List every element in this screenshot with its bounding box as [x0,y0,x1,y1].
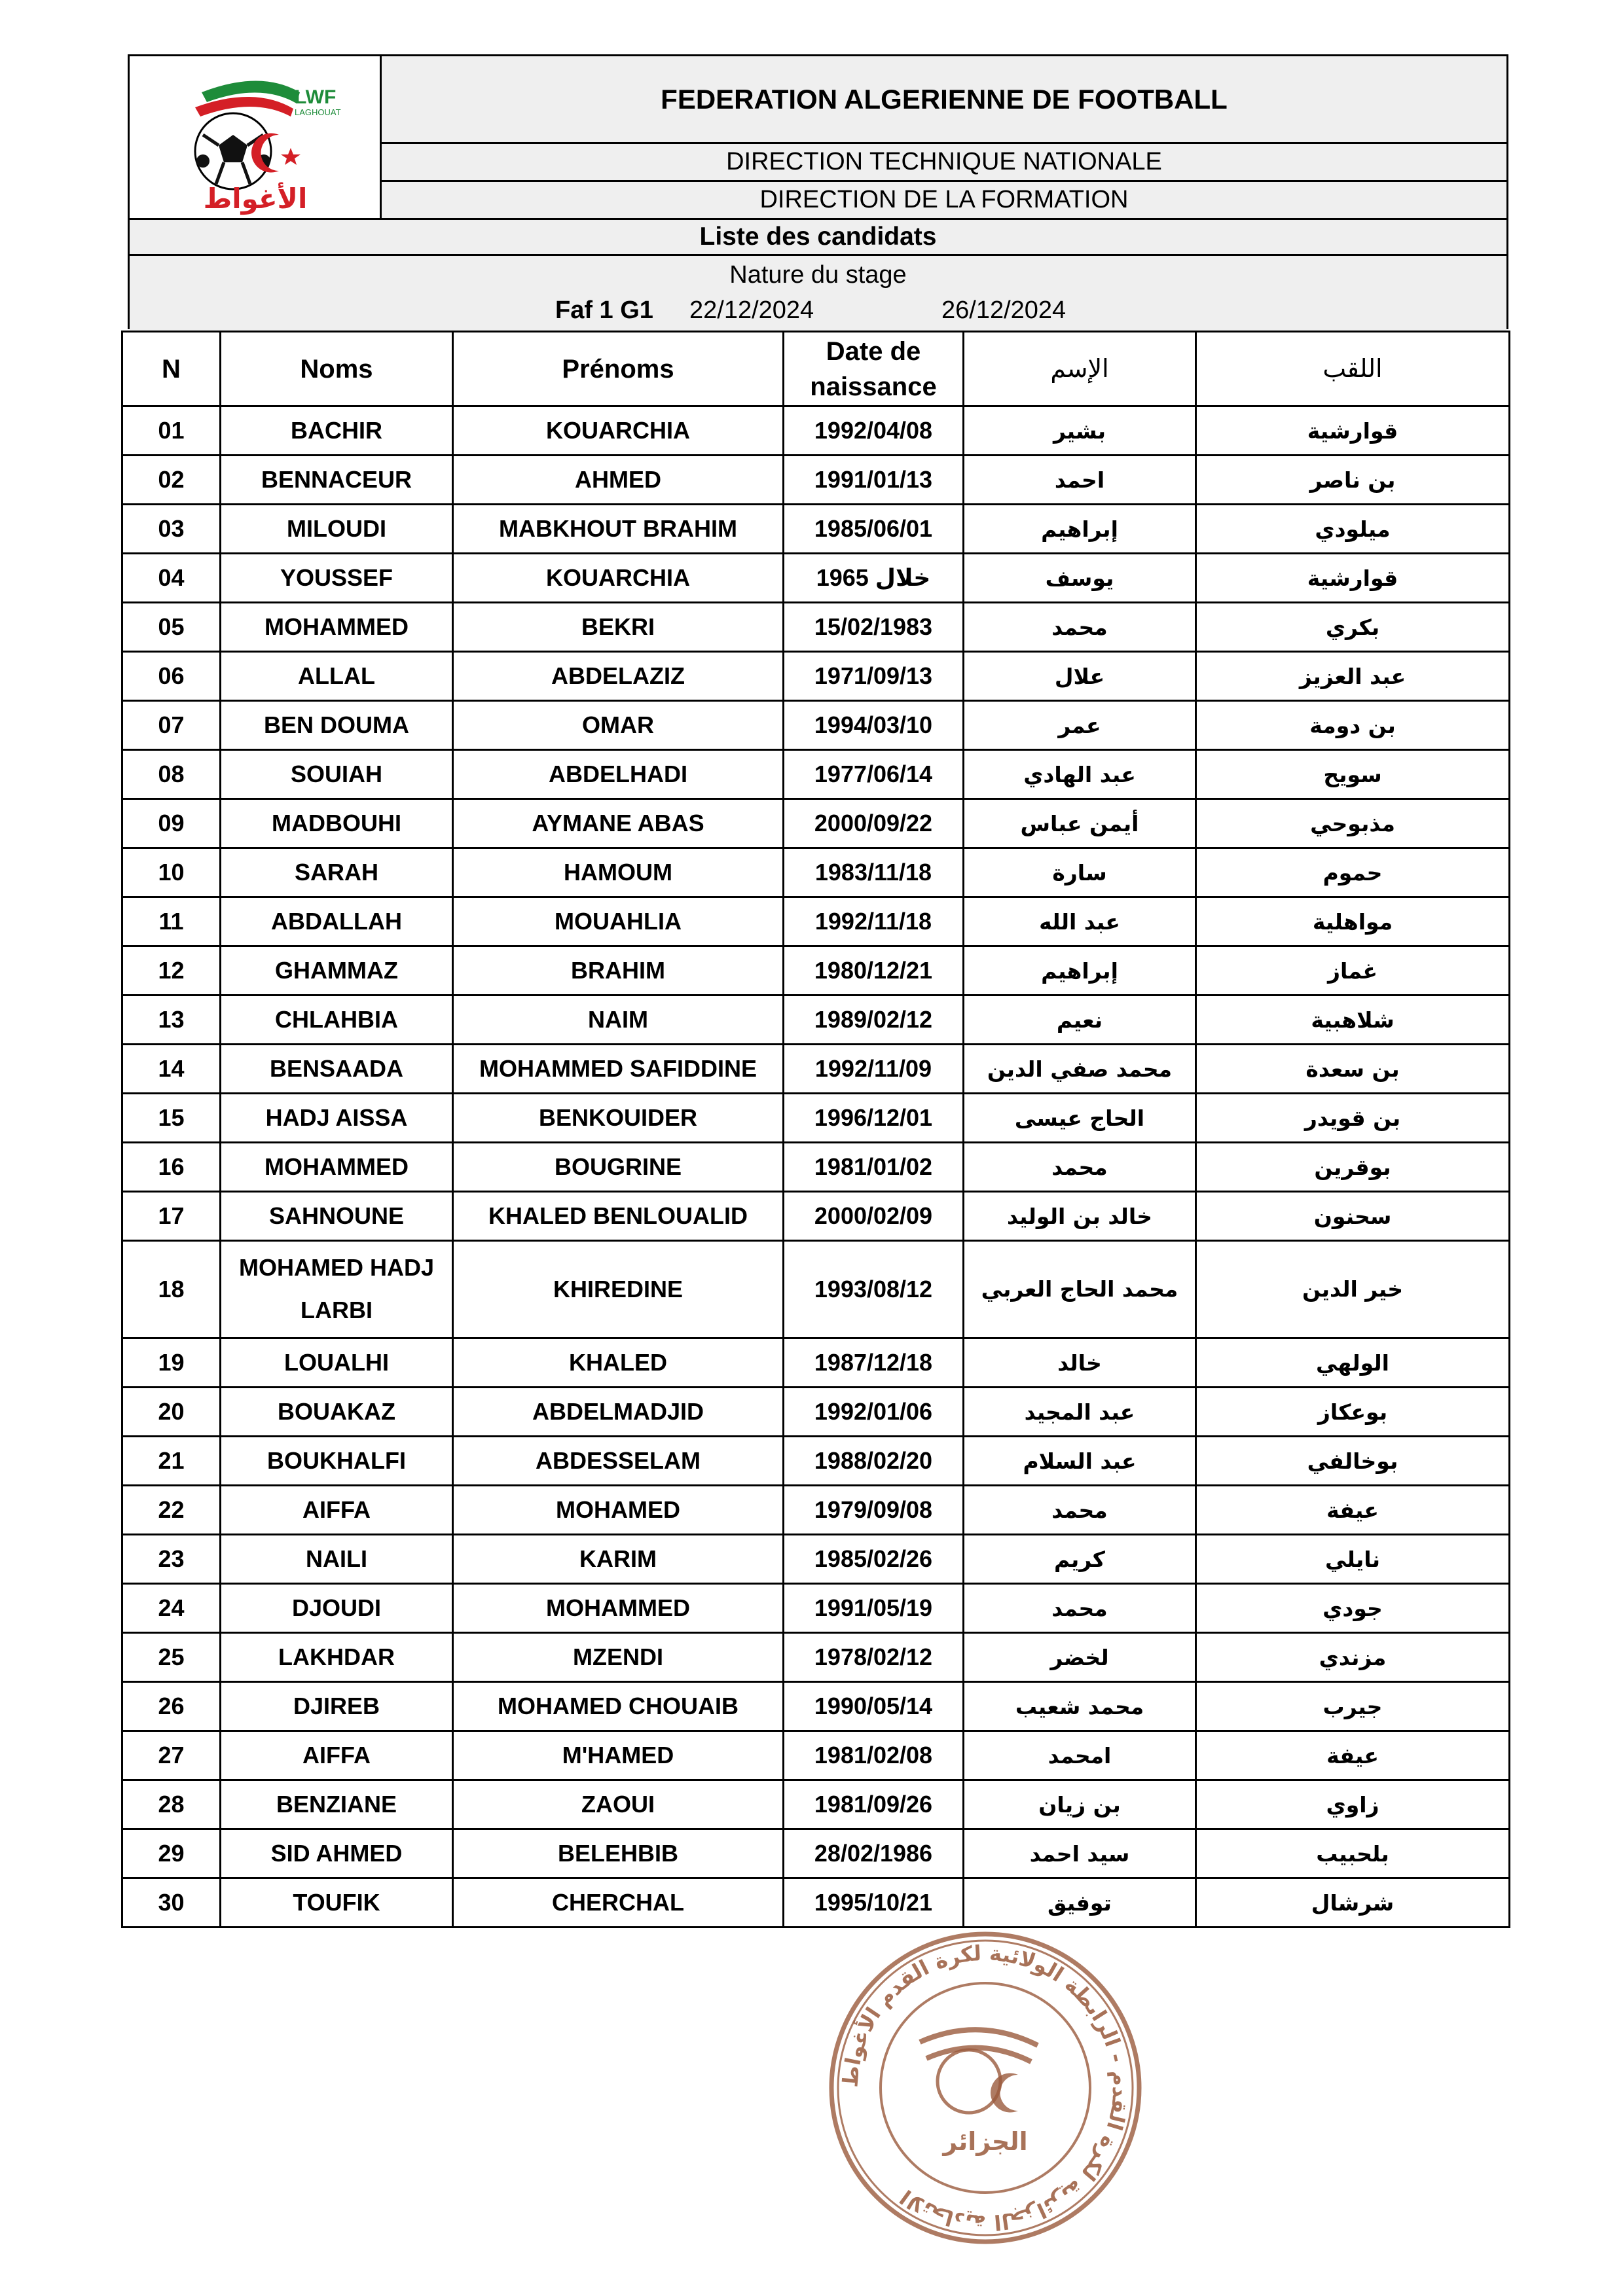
cell-n: 26 [122,1682,221,1731]
lwf-laghouat-logo [130,56,382,218]
cell-prenom: OMAR [453,701,784,750]
cell-date: 1995/10/21 [784,1878,964,1928]
cell-date: 1971/09/13 [784,652,964,701]
cell-prenom-ar: خالد [964,1338,1196,1388]
cell-nom-ar: بلحبيب [1196,1829,1510,1878]
cell-n: 16 [122,1143,221,1192]
cell-prenom-ar: سارة [964,848,1196,897]
cell-n: 14 [122,1045,221,1094]
cell-n: 27 [122,1731,221,1780]
cell-date: 15/02/1983 [784,603,964,652]
cell-nom: BOUKHALFI [221,1437,453,1486]
cell-nom-ar: بوخالفي [1196,1437,1510,1486]
stage-info [130,256,1506,331]
cell-date: خلال 1965 [784,554,964,603]
cell-nom: MADBOUHI [221,799,453,848]
table-row [122,1682,1510,1731]
table-row [122,1584,1510,1633]
cell-prenom: BRAHIM [453,946,784,996]
logo-cell [130,56,382,218]
table-row [122,456,1510,505]
cell-prenom: MOHAMMED SAFIDDINE [453,1045,784,1094]
cell-nom: SAHNOUNE [221,1192,453,1241]
cell-nom: BENNACEUR [221,456,453,505]
cell-prenom-ar: الحاج عيسى [964,1094,1196,1143]
column-header-n: N [122,332,221,406]
cell-nom: LAKHDAR [221,1633,453,1682]
table-row [122,1829,1510,1878]
cell-n: 25 [122,1633,221,1682]
cell-nom-ar: عيفة [1196,1731,1510,1780]
candidates-table [121,331,1510,1928]
cell-n: 15 [122,1094,221,1143]
cell-n: 29 [122,1829,221,1878]
cell-nom: LOUALHI [221,1338,453,1388]
table-row [122,406,1510,456]
cell-nom-ar: خير الدين [1196,1241,1510,1338]
cell-prenom: MOHAMED CHOUAIB [453,1682,784,1731]
cell-date: 1987/12/18 [784,1338,964,1388]
cell-prenom-ar: خالد بن الوليد [964,1192,1196,1241]
direction-technique: DIRECTION TECHNIQUE NATIONALE [382,144,1506,182]
cell-date: 1979/09/08 [784,1486,964,1535]
cell-nom: AIFFA [221,1486,453,1535]
cell-nom-ar: بن قويدر [1196,1094,1510,1143]
cell-date: 1994/03/10 [784,701,964,750]
cell-date: 1988/02/20 [784,1437,964,1486]
cell-date: 2000/09/22 [784,799,964,848]
cell-n: 03 [122,505,221,554]
cell-nom: BOUAKAZ [221,1388,453,1437]
cell-date: 1978/02/12 [784,1633,964,1682]
stage-end-date: 26/12/2024 [941,296,1067,324]
cell-nom: SARAH [221,848,453,897]
cell-nom-ar: عبد العزيز [1196,652,1510,701]
cell-nom-ar: سويح [1196,750,1510,799]
cell-prenom-ar: عبد السلام [964,1437,1196,1486]
cell-n: 21 [122,1437,221,1486]
table-row [122,701,1510,750]
cell-prenom: BEKRI [453,603,784,652]
cell-date: 1996/12/01 [784,1094,964,1143]
cell-prenom: BENKOUIDER [453,1094,784,1143]
cell-prenom: AYMANE ABAS [453,799,784,848]
cell-nom-ar: بوقرين [1196,1143,1510,1192]
cell-n: 04 [122,554,221,603]
cell-date: 1992/04/08 [784,406,964,456]
cell-date: 1981/02/08 [784,1731,964,1780]
table-row [122,1535,1510,1584]
cell-nom-ar: الولهي [1196,1338,1510,1388]
cell-date: 28/02/1986 [784,1829,964,1878]
cell-n: 23 [122,1535,221,1584]
cell-date: 1985/02/26 [784,1535,964,1584]
cell-n: 11 [122,897,221,946]
table-row [122,897,1510,946]
cell-nom: MILOUDI [221,505,453,554]
cell-prenom: KARIM [453,1535,784,1584]
cell-n: 30 [122,1878,221,1928]
table-row [122,1633,1510,1682]
stamp-center-text: الجزائر [943,2127,1028,2156]
table-header-row [122,332,1510,406]
cell-date: 2000/02/09 [784,1192,964,1241]
cell-nom: HADJ AISSA [221,1094,453,1143]
cell-prenom-ar: كريم [964,1535,1196,1584]
cell-date: 1981/09/26 [784,1780,964,1829]
cell-prenom: KHALED [453,1338,784,1388]
column-header-prenom-ar: الإسم [964,332,1196,406]
cell-nom-ar: قوارشية [1196,406,1510,456]
cell-prenom-ar: يوسف [964,554,1196,603]
cell-nom: MOHAMMED [221,1143,453,1192]
cell-date: 1983/11/18 [784,848,964,897]
table-row [122,603,1510,652]
cell-nom: NAILI [221,1535,453,1584]
cell-nom: YOUSSEF [221,554,453,603]
cell-prenom: MABKHOUT BRAHIM [453,505,784,554]
cell-prenom-ar: لخضر [964,1633,1196,1682]
column-header-date-line2: naissance [810,372,937,401]
cell-nom: MOHAMMED [221,603,453,652]
cell-prenom-ar: محمد صفي الدين [964,1045,1196,1094]
table-row [122,946,1510,996]
cell-date: 1993/08/12 [784,1241,964,1338]
cell-prenom-ar: إبراهيم [964,505,1196,554]
direction-formation: DIRECTION DE LA FORMATION [382,182,1506,218]
cell-prenom: BOUGRINE [453,1143,784,1192]
cell-prenom: KHALED BENLOUALID [453,1192,784,1241]
cell-nom: SOUIAH [221,750,453,799]
column-header-prenoms: Prénoms [453,332,784,406]
table-body [122,406,1510,1928]
table-row [122,1241,1510,1338]
cell-prenom-ar: احمد [964,456,1196,505]
cell-nom-ar: بوعكاز [1196,1388,1510,1437]
stage-start-date: 22/12/2024 [689,296,814,324]
cell-n: 09 [122,799,221,848]
cell-n: 08 [122,750,221,799]
table-row [122,996,1510,1045]
cell-prenom-ar: نعيم [964,996,1196,1045]
table-row [122,652,1510,701]
cell-prenom: ABDELMADJID [453,1388,784,1437]
table-row [122,1731,1510,1780]
cell-prenom: ABDELAZIZ [453,652,784,701]
cell-date: 1977/06/14 [784,750,964,799]
cell-nom-ar: حموم [1196,848,1510,897]
cell-nom: DJOUDI [221,1584,453,1633]
stage-nature-label: Nature du stage [729,261,907,289]
cell-nom-ar: شرشال [1196,1878,1510,1928]
cell-prenom: HAMOUM [453,848,784,897]
cell-prenom: MZENDI [453,1633,784,1682]
cell-prenom-ar: عبد الهادي [964,750,1196,799]
cell-prenom-ar: محمد [964,1143,1196,1192]
cell-prenom: AHMED [453,456,784,505]
cell-prenom-ar: توفيق [964,1878,1196,1928]
logo-laghouat-text: LAGHOUAT [295,107,341,117]
logo-arabic-text: الأغواط [203,183,308,215]
cell-nom-ar: مزندي [1196,1633,1510,1682]
list-title: Liste des candidats [130,218,1506,256]
cell-nom: BACHIR [221,406,453,456]
cell-prenom: KOUARCHIA [453,406,784,456]
cell-n: 12 [122,946,221,996]
column-header-noms: Noms [221,332,453,406]
cell-nom-ar: قوارشية [1196,554,1510,603]
cell-n: 10 [122,848,221,897]
cell-nom-ar: بن سعدة [1196,1045,1510,1094]
cell-prenom-ar: سيد احمد [964,1829,1196,1878]
cell-prenom: MOUAHLIA [453,897,784,946]
cell-prenom: CHERCHAL [453,1878,784,1928]
cell-prenom-ar: محمد [964,603,1196,652]
cell-prenom-ar: عمر [964,701,1196,750]
cell-prenom-ar: عبد الله [964,897,1196,946]
cell-date: 1989/02/12 [784,996,964,1045]
cell-n: 22 [122,1486,221,1535]
cell-n: 07 [122,701,221,750]
cell-nom: GHAMMAZ [221,946,453,996]
cell-nom: BENSAADA [221,1045,453,1094]
cell-date: 1981/01/02 [784,1143,964,1192]
cell-n: 13 [122,996,221,1045]
cell-prenom-ar: إبراهيم [964,946,1196,996]
table-row [122,1045,1510,1094]
cell-prenom-ar: محمد [964,1486,1196,1535]
cell-prenom: BELEHBIB [453,1829,784,1878]
column-header-nom-ar: اللقب [1196,332,1510,406]
cell-prenom-ar: علال [964,652,1196,701]
table-row [122,505,1510,554]
cell-n: 20 [122,1388,221,1437]
cell-nom: BEN DOUMA [221,701,453,750]
official-stamp [822,1924,1149,2251]
cell-prenom: MOHAMED [453,1486,784,1535]
column-header-date-line1: Date de [826,336,921,366]
cell-nom-ar: شلاهبية [1196,996,1510,1045]
cell-prenom-ar: بن زيان [964,1780,1196,1829]
cell-nom-ar: نايلي [1196,1535,1510,1584]
cell-nom: BENZIANE [221,1780,453,1829]
cell-nom-ar: ميلودي [1196,505,1510,554]
document-header [128,54,1508,329]
stage-code: Faf 1 G1 [555,296,653,324]
cell-prenom-ar: أيمن عباس [964,799,1196,848]
cell-nom: TOUFIK [221,1878,453,1928]
cell-nom-ar: مذبوحي [1196,799,1510,848]
cell-nom: CHLAHBIA [221,996,453,1045]
cell-nom-ar: جودي [1196,1584,1510,1633]
cell-date: 1980/12/21 [784,946,964,996]
cell-nom-ar: زاوي [1196,1780,1510,1829]
table-row [122,799,1510,848]
cell-nom-ar: عيفة [1196,1486,1510,1535]
cell-date: 1991/01/13 [784,456,964,505]
table-row [122,1437,1510,1486]
cell-date: 1992/01/06 [784,1388,964,1437]
cell-date: 1985/06/01 [784,505,964,554]
cell-prenom: ABDESSELAM [453,1437,784,1486]
cell-nom-ar: غماز [1196,946,1510,996]
table-row [122,1388,1510,1437]
cell-nom: AIFFA [221,1731,453,1780]
table-row [122,1486,1510,1535]
table-row [122,1878,1510,1928]
cell-prenom-ar: محمد شعيب [964,1682,1196,1731]
table-row [122,848,1510,897]
table-row [122,750,1510,799]
table-row [122,1143,1510,1192]
cell-prenom-ar: بشير [964,406,1196,456]
cell-n: 24 [122,1584,221,1633]
cell-prenom-ar: محمد الحاج العربي [964,1241,1196,1338]
cell-n: 19 [122,1338,221,1388]
cell-prenom: MOHAMMED [453,1584,784,1633]
cell-n: 06 [122,652,221,701]
cell-nom: ALLAL [221,652,453,701]
cell-prenom: M'HAMED [453,1731,784,1780]
stamp-outer-text [837,1941,1133,2235]
cell-nom-ar: بن دومة [1196,701,1510,750]
table-row [122,554,1510,603]
cell-date: 1991/05/19 [784,1584,964,1633]
cell-date: 1992/11/18 [784,897,964,946]
federation-title: FEDERATION ALGERIENNE DE FOOTBALL [382,56,1506,144]
cell-prenom: ABDELHADI [453,750,784,799]
cell-prenom-ar: امحمد [964,1731,1196,1780]
cell-date: 1992/11/09 [784,1045,964,1094]
cell-n: 01 [122,406,221,456]
cell-n: 17 [122,1192,221,1241]
cell-date: 1990/05/14 [784,1682,964,1731]
cell-n: 05 [122,603,221,652]
cell-prenom-ar: محمد [964,1584,1196,1633]
cell-prenom: KOUARCHIA [453,554,784,603]
cell-prenom: NAIM [453,996,784,1045]
cell-nom: DJIREB [221,1682,453,1731]
cell-n: 28 [122,1780,221,1829]
logo-lwf-text: LWF [295,86,337,108]
cell-prenom: ZAOUI [453,1780,784,1829]
cell-nom: ABDALLAH [221,897,453,946]
table-row [122,1780,1510,1829]
table-row [122,1338,1510,1388]
table-row [122,1094,1510,1143]
cell-nom: SID AHMED [221,1829,453,1878]
cell-prenom-ar: عبد المجيد [964,1388,1196,1437]
cell-prenom: KHIREDINE [453,1241,784,1338]
table-row [122,1192,1510,1241]
column-header-date [784,332,964,406]
cell-nom: MOHAMED HADJ LARBI [221,1241,453,1338]
cell-nom-ar: مواهلية [1196,897,1510,946]
cell-n: 18 [122,1241,221,1338]
cell-nom-ar: بكري [1196,603,1510,652]
cell-nom-ar: بن ناصر [1196,456,1510,505]
cell-n: 02 [122,456,221,505]
stamp-outer-textpath: الاتحادية الجزائرية لكرة القدم - الرابطة الولائية لكرة القدم الأغواط [837,1940,1133,2236]
cell-nom-ar: سحنون [1196,1192,1510,1241]
cell-nom-ar: جيرب [1196,1682,1510,1731]
